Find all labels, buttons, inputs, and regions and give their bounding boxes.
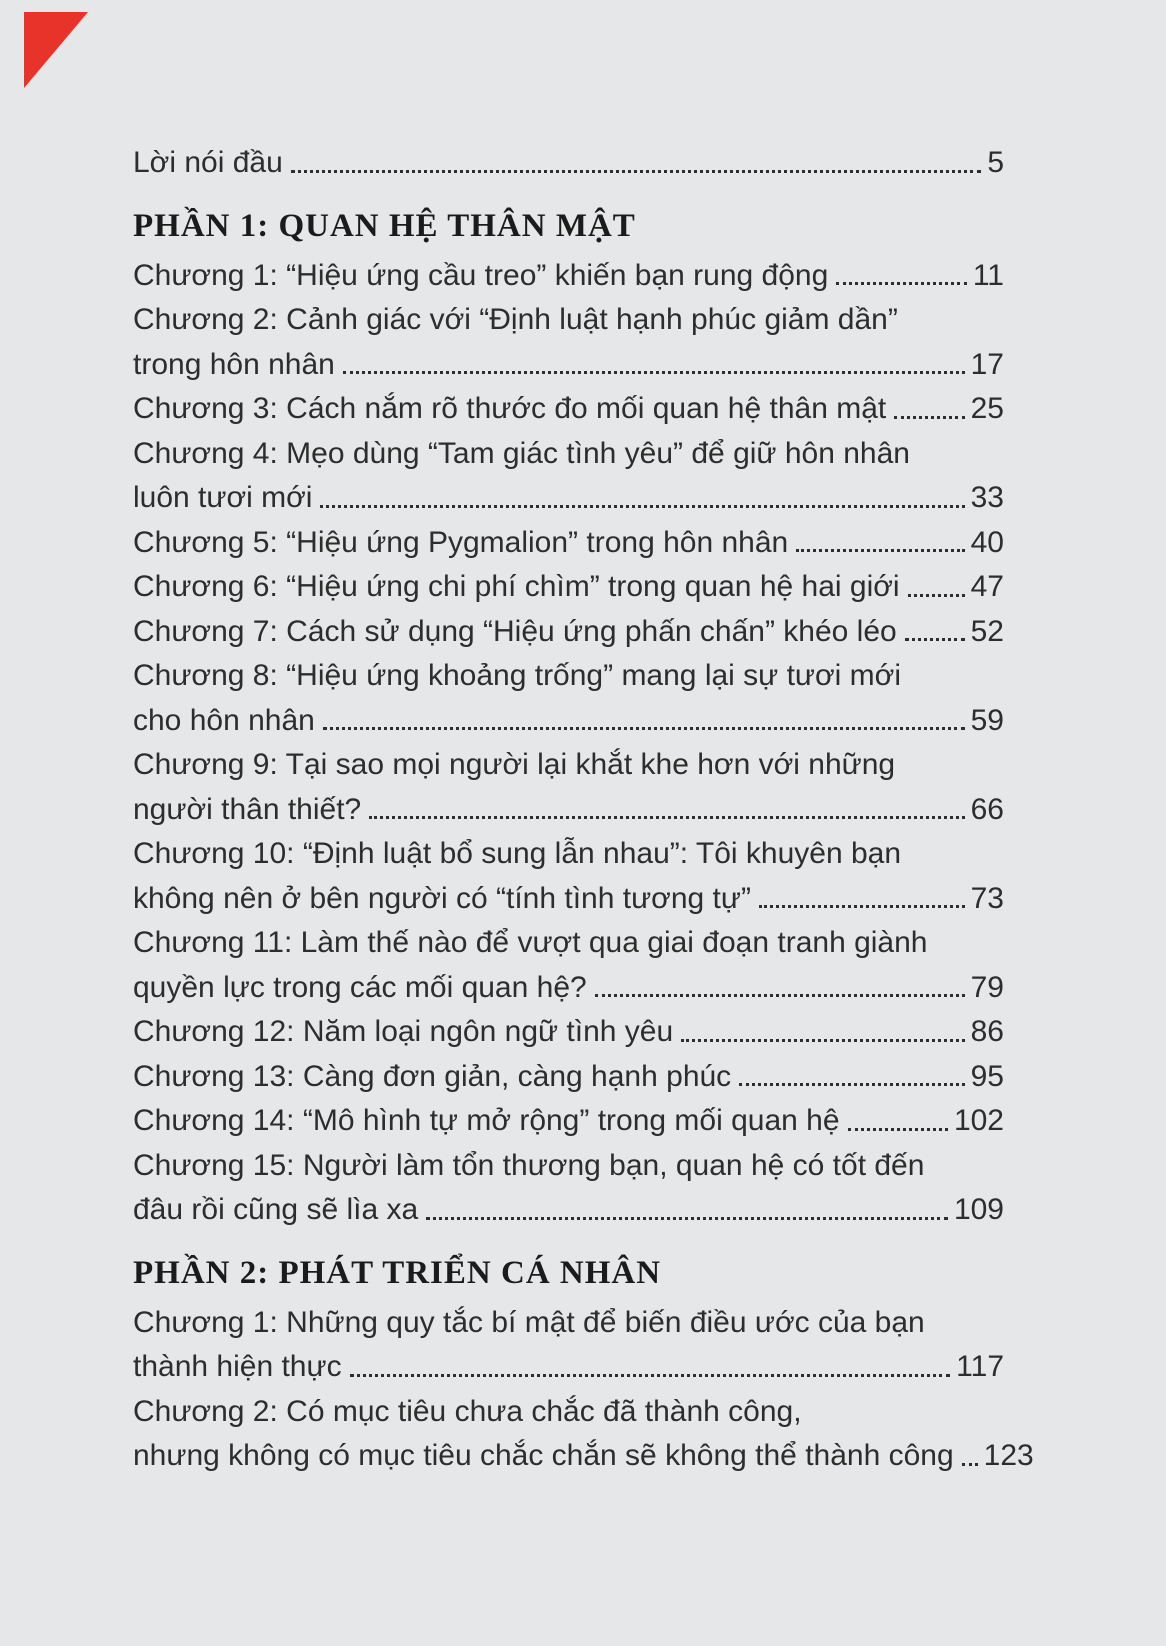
toc-entry-line (133, 343, 1004, 388)
toc-entry-line (133, 1055, 1004, 1100)
toc-entry-line (133, 141, 1004, 186)
dot-leader (894, 416, 964, 419)
page-corner-accent (24, 12, 88, 88)
page-number: 102 (953, 1104, 1004, 1137)
toc-entry-title: Chương 8: “Hiệu ứng khoảng trống” mang lại sự tươi mới (133, 659, 902, 692)
dot-leader (681, 1039, 964, 1042)
toc-entry-title: đâu rồi cũng sẽ lìa xa (133, 1193, 419, 1226)
page-number: 47 (970, 570, 1004, 603)
dot-leader (595, 994, 965, 997)
section-heading: PHẦN 1: QUAN HỆ THÂN MẬT (133, 207, 636, 244)
toc-entry-title: Chương 1: Những quy tắc bí mật để biến điều ước của bạn (133, 1305, 925, 1339)
dot-leader (426, 1217, 948, 1220)
toc-entry-line (133, 1434, 1034, 1479)
toc-entry-line (133, 565, 1004, 610)
toc-entry-title: Chương 2: Cảnh giác với “Định luật hạnh phúc giảm dần” (133, 303, 898, 336)
dot-leader (848, 1128, 948, 1131)
toc-entry-line (133, 476, 1004, 521)
section-heading: PHẦN 2: PHÁT TRIỂN CÁ NHÂN (133, 1254, 662, 1291)
dot-leader (908, 594, 965, 597)
page-number: 109 (953, 1193, 1004, 1226)
dot-leader (323, 727, 965, 730)
toc-entry-title: không nên ở bên người có “tính tình tương tự” (133, 881, 751, 915)
toc-entry-title: Chương 7: Cách sử dụng “Hiệu ứng phấn chấn” khéo léo (133, 614, 897, 648)
page-number: 52 (970, 614, 1004, 648)
toc-entry-title: trong hôn nhân (133, 347, 335, 381)
dot-leader (343, 371, 965, 374)
page-number: 40 (970, 525, 1004, 559)
dot-leader (962, 1463, 978, 1466)
toc-entry-line (133, 610, 1004, 655)
toc-entry-line (133, 298, 1004, 343)
toc-entry-title: cho hôn nhân (133, 703, 315, 737)
toc-entry-title: Chương 15: Người làm tổn thương bạn, quan hệ có tốt đến (133, 1148, 925, 1182)
toc-entry-line (133, 654, 1004, 699)
dot-leader (739, 1083, 964, 1086)
toc-entry-title: Chương 3: Cách nắm rõ thước đo mối quan hệ thân mật (133, 392, 887, 425)
toc-entry-title: người thân thiết? (133, 792, 362, 826)
toc-entry-line (133, 832, 1004, 877)
toc-entry-line (133, 1301, 1004, 1346)
toc-entry-title: Lời nói đầu (133, 146, 283, 179)
toc-sections (133, 199, 1034, 1479)
toc-entry-line (133, 921, 1004, 966)
toc-entry-title: Chương 14: “Mô hình tự mở rộng” trong mối quan hệ (133, 1104, 840, 1137)
toc-entry-title: Chương 13: Càng đơn giản, càng hạnh phúc (133, 1059, 732, 1093)
page-number: 86 (970, 1015, 1004, 1048)
toc-entry-line (133, 699, 1004, 744)
page-number: 117 (956, 1350, 1004, 1383)
toc-entry-title: luôn tươi mới (133, 481, 313, 514)
toc-entry-line (133, 877, 1004, 922)
toc-entry-line (133, 743, 1004, 788)
toc-entry-line (133, 387, 1004, 432)
toc-entry-title: Chương 9: Tại sao mọi người lại khắt khe hơn với những (133, 748, 896, 781)
toc-entry-title: Chương 10: “Định luật bổ sung lẫn nhau”: Tôi khuyên bạn (133, 837, 902, 870)
dot-leader (320, 505, 964, 508)
dot-leader (905, 638, 965, 641)
toc-entry-title: Chương 6: “Hiệu ứng chi phí chìm” trong quan hệ hai giới (133, 570, 900, 603)
dot-leader (350, 1374, 951, 1377)
toc-entry-title: Chương 5: “Hiệu ứng Pygmalion” trong hôn nhân (133, 525, 789, 559)
toc-entry-title: Chương 1: “Hiệu ứng cầu treo” khiến bạn rung động (133, 258, 829, 292)
toc-entry-title: Chương 11: Làm thế nào để vượt qua giai đoạn tranh giành (133, 926, 928, 959)
toc-entry-line (133, 788, 1004, 833)
toc-entry-line (133, 521, 1004, 566)
page-number: 11 (972, 258, 1004, 292)
page-number: 33 (970, 481, 1004, 514)
toc-entry-line (133, 1390, 1004, 1435)
page-number: 95 (970, 1059, 1004, 1093)
toc-entry-title: thành hiện thực (133, 1350, 342, 1383)
toc-entry-line (133, 1188, 1004, 1233)
toc-entry-line (133, 1099, 1004, 1144)
toc-entry-line (133, 254, 1004, 299)
toc-entry-line (133, 966, 1004, 1011)
dot-leader (759, 905, 965, 908)
page-number: 17 (970, 347, 1004, 381)
page-number: 73 (970, 881, 1004, 915)
dot-leader (291, 170, 982, 173)
toc-entry-line (133, 432, 1004, 477)
page-number: 25 (970, 392, 1004, 425)
toc-entry-title: nhưng không có mục tiêu chắc chắn sẽ không thể thành công (133, 1439, 954, 1472)
toc-entry-title: Chương 12: Năm loại ngôn ngữ tình yêu (133, 1015, 674, 1048)
page-number: 123 (983, 1439, 1034, 1472)
page-number: 59 (970, 703, 1004, 737)
table-of-contents (133, 141, 1034, 1479)
page-number: 66 (970, 792, 1004, 826)
toc-entry-line (133, 1010, 1004, 1055)
dot-leader (836, 282, 967, 285)
dot-leader (369, 816, 964, 819)
toc-entry-title: Chương 2: Có mục tiêu chưa chắc đã thành công, (133, 1394, 802, 1428)
toc-entry-title: Chương 4: Mẹo dùng “Tam giác tình yêu” để giữ hôn nhân (133, 436, 910, 470)
toc-entry-line (133, 1345, 1004, 1390)
toc-entry-title: quyền lực trong các mối quan hệ? (133, 970, 587, 1004)
page-number: 79 (970, 970, 1004, 1004)
toc-entry-line (133, 1144, 1004, 1189)
dot-leader (796, 549, 964, 552)
page-number: 5 (987, 146, 1004, 179)
